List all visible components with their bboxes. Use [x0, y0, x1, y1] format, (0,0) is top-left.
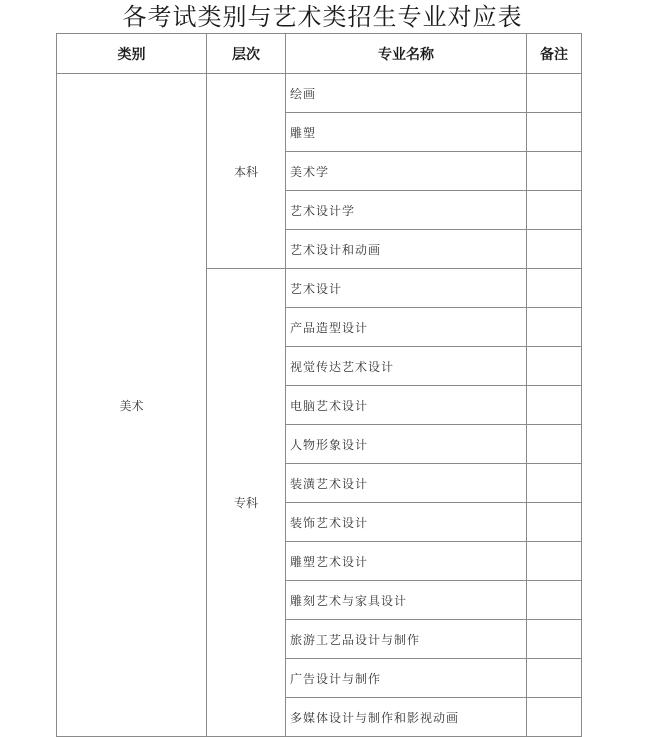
note-cell	[527, 308, 582, 347]
header-level: 层次	[207, 34, 286, 74]
major-cell: 艺术设计学	[286, 191, 527, 230]
header-row	[57, 34, 582, 74]
note-cell	[527, 74, 582, 113]
major-cell: 美术学	[286, 152, 527, 191]
note-cell	[527, 698, 582, 737]
page-title: 各考试类别与艺术类招生专业对应表	[122, 3, 523, 31]
major-cell: 雕塑	[286, 113, 527, 152]
major-cell: 人物形象设计	[286, 425, 527, 464]
note-cell	[527, 347, 582, 386]
note-cell	[527, 386, 582, 425]
note-cell	[527, 152, 582, 191]
major-cell: 雕刻艺术与家具设计	[286, 581, 527, 620]
major-cell: 视觉传达艺术设计	[286, 347, 527, 386]
header-category: 类别	[57, 34, 207, 74]
major-cell: 艺术设计和动画	[286, 230, 527, 269]
note-cell	[527, 542, 582, 581]
note-cell	[527, 464, 582, 503]
major-table	[56, 33, 582, 737]
note-cell	[527, 191, 582, 230]
major-cell: 多媒体设计与制作和影视动画	[286, 698, 527, 737]
major-cell: 装饰艺术设计	[286, 503, 527, 542]
note-cell	[527, 269, 582, 308]
note-cell	[527, 230, 582, 269]
note-cell	[527, 113, 582, 152]
major-cell: 电脑艺术设计	[286, 386, 527, 425]
major-cell: 产品造型设计	[286, 308, 527, 347]
level-cell: 本科	[207, 74, 286, 269]
major-cell: 广告设计与制作	[286, 659, 527, 698]
table-body	[57, 74, 582, 737]
category-cell: 美术	[57, 74, 207, 737]
major-cell: 雕塑艺术设计	[286, 542, 527, 581]
note-cell	[527, 659, 582, 698]
note-cell	[527, 620, 582, 659]
note-cell	[527, 503, 582, 542]
level-cell: 专科	[207, 269, 286, 737]
major-cell: 绘画	[286, 74, 527, 113]
major-cell: 旅游工艺品设计与制作	[286, 620, 527, 659]
header-major: 专业名称	[286, 34, 527, 74]
header-note: 备注	[527, 34, 582, 74]
major-cell: 艺术设计	[286, 269, 527, 308]
major-cell: 装潢艺术设计	[286, 464, 527, 503]
table-row	[57, 74, 582, 113]
note-cell	[527, 425, 582, 464]
note-cell	[527, 581, 582, 620]
